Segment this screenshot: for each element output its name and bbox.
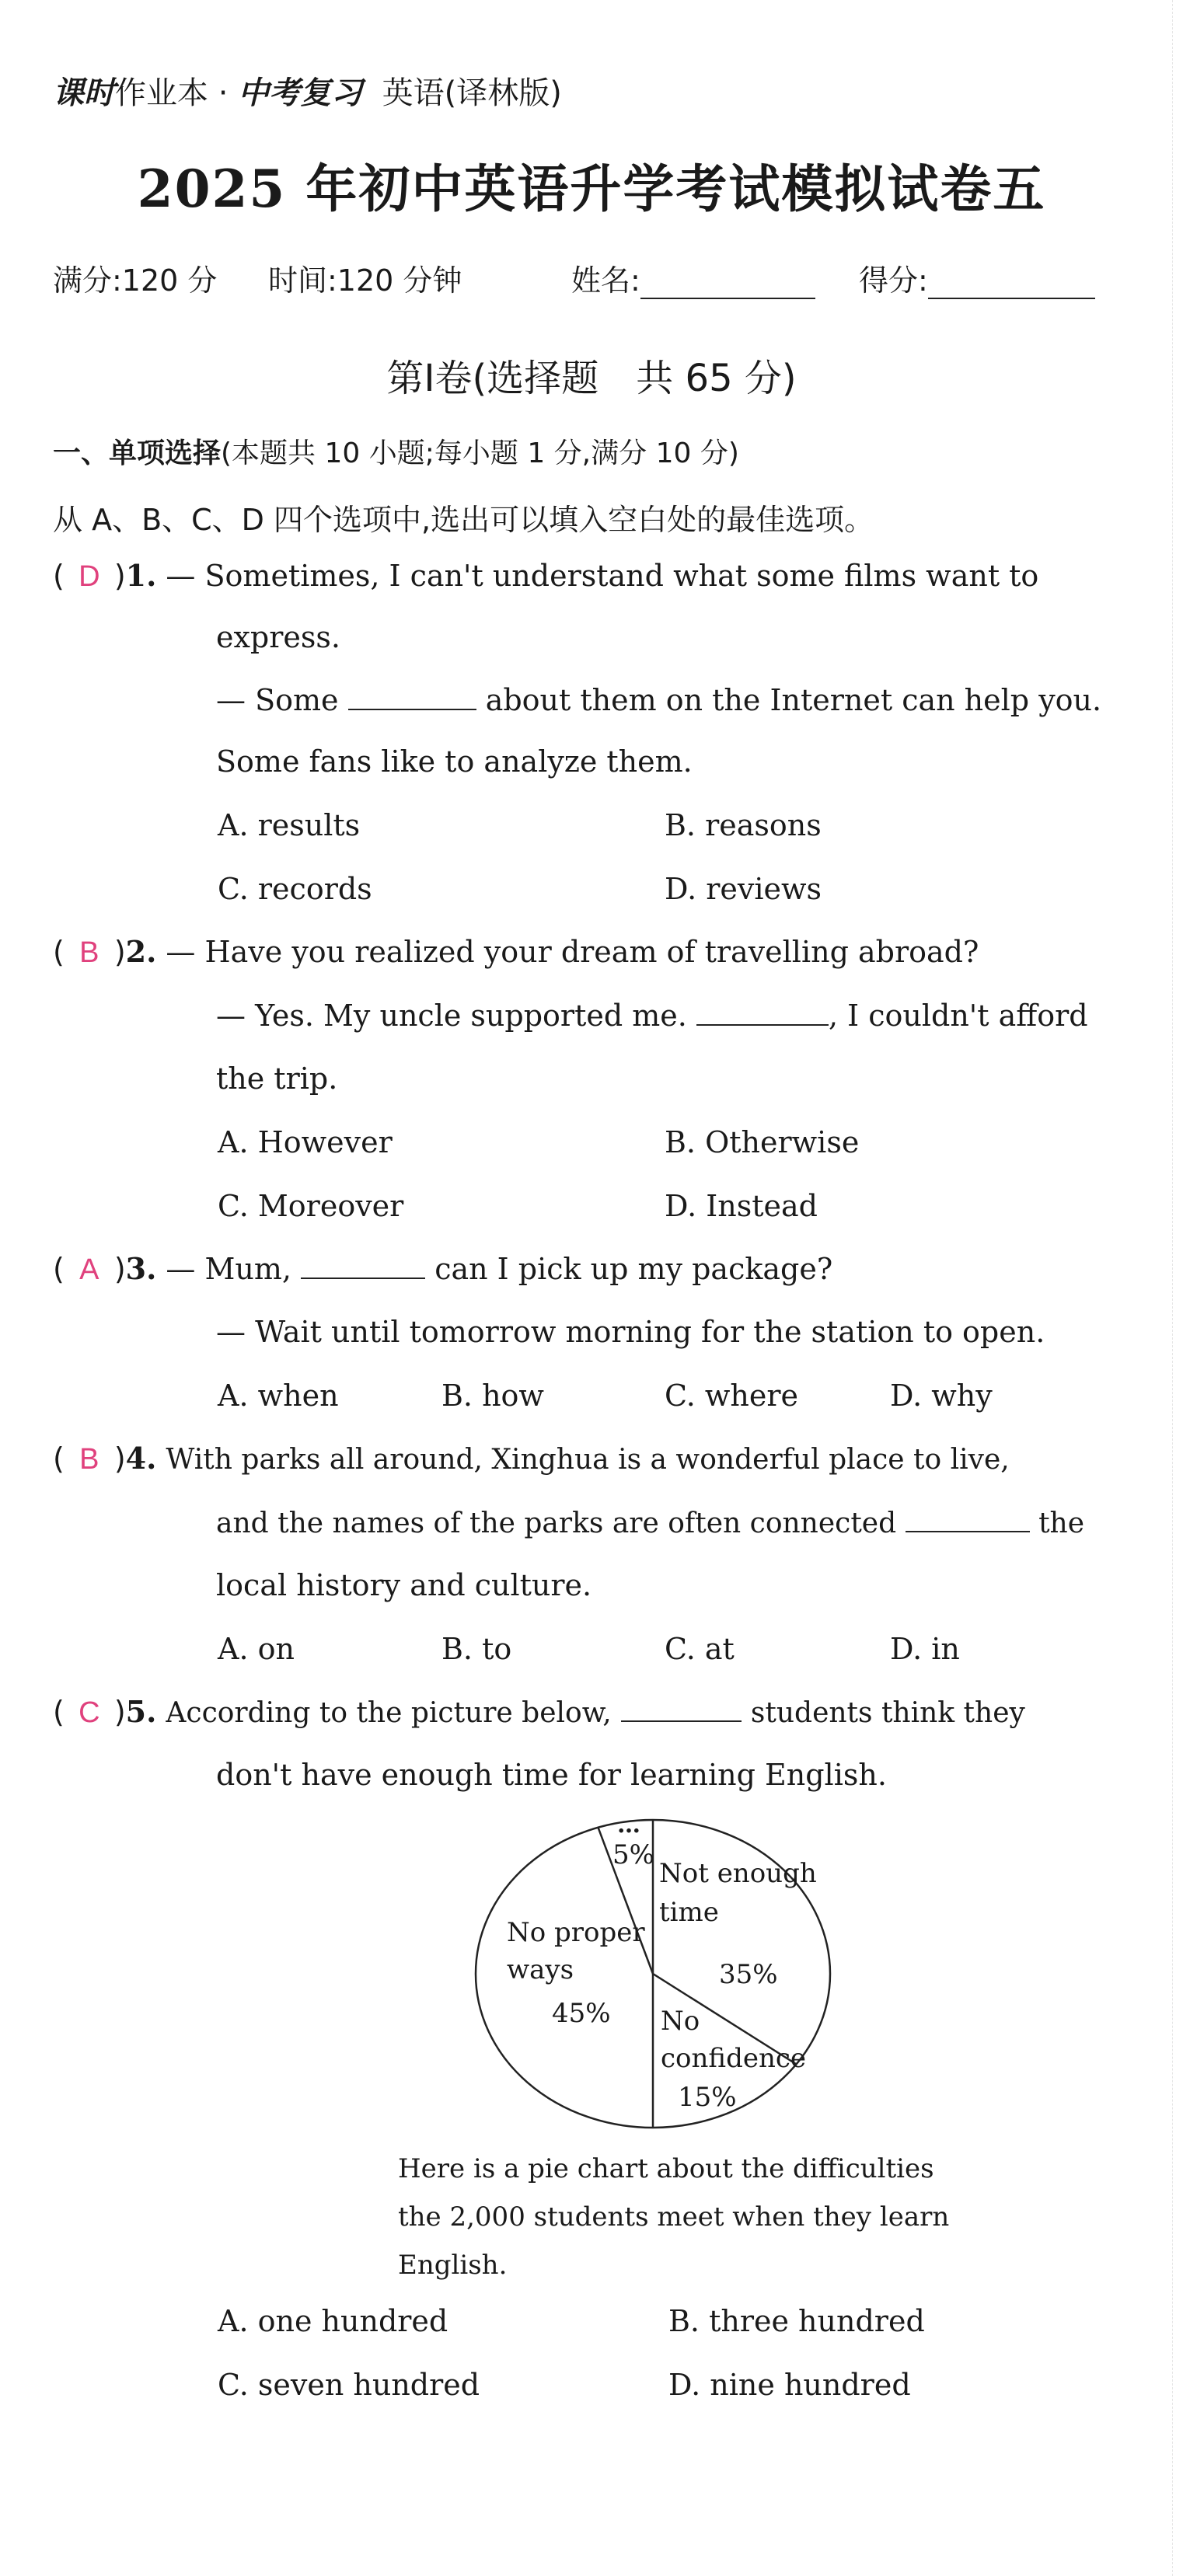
label-no-confidence-2: confidence xyxy=(661,2043,807,2074)
page-header xyxy=(53,68,562,113)
question-5-line-1-post: students think they xyxy=(750,1697,1025,1729)
question-1-blank xyxy=(348,682,476,710)
question-3-blank xyxy=(301,1251,425,1279)
brand-rest: 作业本 xyxy=(115,75,208,111)
question-3-line-1-post: can I pick up my package? xyxy=(434,1252,833,1286)
series-name: 中考复习 xyxy=(238,75,363,111)
question-4-line-3: local history and culture. xyxy=(216,1568,592,1602)
q5-option-b: B. three hundred xyxy=(668,2304,925,2338)
q1-option-d: D. reviews xyxy=(665,872,822,906)
question-number-5: 5. xyxy=(125,1694,157,1729)
question-5-line-2: don't have enough time for learning English. xyxy=(216,1758,887,1792)
part-title-main: 一、单项选择 xyxy=(53,437,222,469)
question-1-line-3 xyxy=(216,682,1101,717)
label-other: … xyxy=(617,1811,640,1839)
q2-option-a: A. However xyxy=(218,1125,393,1159)
q4-option-a: A. on xyxy=(218,1632,295,1666)
question-4-line-2 xyxy=(216,1504,1084,1539)
question-1-line-1: — Sometimes, I can't understand what some films want to xyxy=(166,559,1039,593)
part-instruction: 从 A、B、C、D 四个选项中,选出可以填入空白处的最佳选项。 xyxy=(53,503,874,537)
question-2-line-2-post: , I couldn't afford xyxy=(828,999,1088,1033)
q3-option-d: D. why xyxy=(890,1379,993,1413)
question-4-line-2-pre: and the names of the parks are often connected xyxy=(216,1508,897,1539)
label-no-confidence-1: No xyxy=(661,2006,700,2037)
score-field[interactable] xyxy=(859,256,1095,299)
q3-option-a: A. when xyxy=(218,1379,339,1413)
full-score: 满分:120 分 xyxy=(53,263,218,298)
question-number-4: 4. xyxy=(125,1441,157,1476)
q3-option-c: C. where xyxy=(665,1379,799,1413)
question-1-line-2: express. xyxy=(216,620,340,654)
answer-2: B xyxy=(79,936,99,969)
q1-option-a: A. results xyxy=(218,808,361,842)
q2-option-c: C. Moreover xyxy=(218,1189,404,1223)
label-45-percent: 45% xyxy=(552,1998,611,2029)
name-label: 姓名: xyxy=(571,263,640,298)
answer-4: B xyxy=(79,1443,99,1476)
question-5-line-1-pre: According to the picture below, xyxy=(166,1697,612,1729)
answer-3: A xyxy=(79,1253,99,1286)
label-35-percent: 35% xyxy=(719,1959,778,1990)
question-4-blank xyxy=(906,1504,1030,1532)
answer-1: D xyxy=(79,560,100,593)
label-15-percent: 15% xyxy=(678,2082,737,2113)
question-2: ( B )2. — Have you realized your dream of travelling abroad? xyxy=(53,934,979,969)
pie-chart xyxy=(466,1811,839,2137)
exam-time: 时间:120 分钟 xyxy=(268,263,462,298)
question-2-line-3: the trip. xyxy=(216,1061,338,1096)
score-blank[interactable] xyxy=(928,268,1095,299)
q2-option-d: D. Instead xyxy=(665,1189,818,1223)
name-field[interactable] xyxy=(571,256,815,299)
question-1: ( D )1. — Sometimes, I can't understand what some films want to xyxy=(53,558,1039,593)
q5-option-a: A. one hundred xyxy=(218,2304,448,2338)
name-blank[interactable] xyxy=(640,268,815,299)
question-5-blank xyxy=(621,1694,742,1722)
question-4-line-1: With parks all around, Xinghua is a wonderful place to live, xyxy=(166,1444,1010,1476)
question-1-line-3-post: about them on the Internet can help you. xyxy=(485,683,1102,717)
question-5: ( C )5. According to the picture below, students think they xyxy=(53,1694,1025,1729)
q1-option-b: B. reasons xyxy=(665,808,822,842)
label-not-enough-1: Not enough xyxy=(659,1858,817,1889)
part-title xyxy=(53,431,739,471)
label-5-percent: 5% xyxy=(612,1839,654,1870)
q2-option-b: B. Otherwise xyxy=(665,1125,860,1159)
question-4: ( B )4. With parks all around, Xinghua is a wonderful place to live, xyxy=(53,1441,1010,1476)
part-title-note: (本题共 10 小题;每小题 1 分,满分 10 分) xyxy=(221,437,739,469)
question-3: ( A )3. — Mum, can I pick up my package? xyxy=(53,1251,833,1286)
brand-name: 课时 xyxy=(53,75,115,111)
header-dot: · xyxy=(218,75,229,111)
q4-option-d: D. in xyxy=(890,1632,960,1666)
section-title: 第Ⅰ卷(选择题 共 65 分) xyxy=(386,357,797,400)
question-4-line-2-post: the xyxy=(1038,1508,1085,1539)
label-no-proper-1: No proper xyxy=(507,1917,645,1948)
label-not-enough-2: time xyxy=(659,1897,719,1928)
subject-name: 英语(译林版) xyxy=(382,75,562,111)
question-1-line-4: Some fans like to analyze them. xyxy=(216,744,693,779)
question-2-line-1: — Have you realized your dream of travelling abroad? xyxy=(166,935,979,969)
page-title: 2025 年初中英语升学考试模拟试卷五 xyxy=(137,159,1046,219)
answer-5: C xyxy=(79,1696,100,1729)
question-3-line-1-pre: — Mum, xyxy=(166,1252,291,1286)
chart-caption: Here is a pie chart about the difficulties the 2,000 students meet when they learn English. xyxy=(398,2153,950,2281)
q4-option-c: C. at xyxy=(665,1632,735,1666)
question-3-line-2: — Wait until tomorrow morning for the station to open. xyxy=(216,1315,1045,1349)
question-2-line-2 xyxy=(216,998,1088,1033)
question-2-line-2-pre: — Yes. My uncle supported me. xyxy=(216,999,687,1033)
question-2-blank xyxy=(696,998,829,1026)
score-label: 得分: xyxy=(859,263,928,298)
q1-option-c: C. records xyxy=(218,872,372,906)
q5-option-d: D. nine hundred xyxy=(668,2368,911,2402)
label-no-proper-2: ways xyxy=(507,1954,574,1985)
q4-option-b: B. to xyxy=(441,1632,512,1666)
question-1-line-3-pre: — Some xyxy=(216,683,339,717)
question-number-1: 1. xyxy=(125,558,157,593)
q5-option-c: C. seven hundred xyxy=(218,2368,480,2402)
question-number-3: 3. xyxy=(125,1251,157,1286)
question-number-2: 2. xyxy=(125,934,157,969)
q3-option-b: B. how xyxy=(441,1379,544,1413)
